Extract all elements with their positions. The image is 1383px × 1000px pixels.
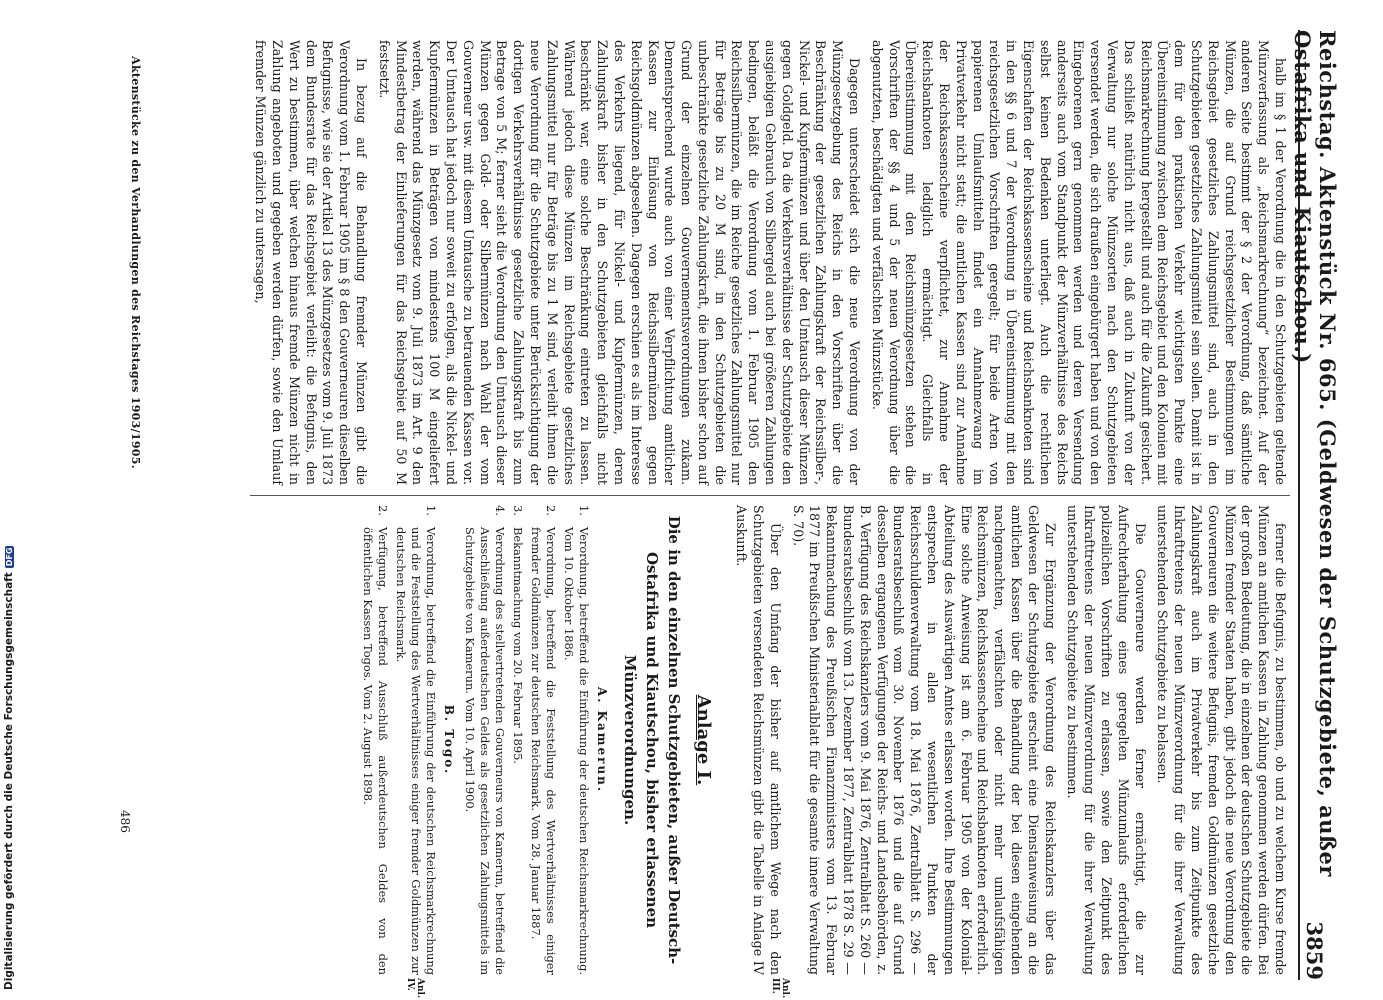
page-header xyxy=(1290,30,1340,980)
list-item xyxy=(394,505,439,975)
paragraph: Die Gouverneure werden ferner ermächtigt, die zur Aufrechterhaltung eines geregelten Münzumlaufs erforderlichen polizeilichen Vorschriften zu erlassen, sowie den Zeitpunkt des Inkrafttretens der neuen Münzverordnung für die ihrer Verwaltung unterstehenden Schutzgebiete zu bestimmen. xyxy=(1065,505,1148,975)
list-item xyxy=(361,505,391,975)
item-text: Verfügung, betreffend Ausschluß außerdeutschen Geldes von den öffentlichen Kassen Togos. Vom 2. August 1898. xyxy=(361,527,391,975)
paragraph: ferner die Befugnis, zu bestimmen, ob und zu welchem Kurse fremde Münzen an amtlichen Kassen in Zahlung genommen werden dürfen. Bei der großen Bedeutung, die in einzelnen der deutschen Schutzgebiete die Münzen fremder Staaten haben, gibt jedoch die neue Verordnung den Gouverneuren die weitere Befugnis, fremden Goldmünzen gesetzliche Zahlungskraft auch im Privatverkehr bis zum Zeitpunkte des Inkrafttretens der neuen Münzverordnung für die ihrer Verwaltung unterstehenden Schutzgebiete zu belassen. xyxy=(1155,505,1288,975)
dfg-logo: DFG xyxy=(4,547,14,567)
paragraph: halb im § 1 der Verordnung die in den Schutzgebieten geltende Münzverfassung als „Reichsmarkrechnung“ bezeichnet. Auf der anderen Seite bestimmt der § 2 der Verordnung, daß sämtliche Münzen, die auf Grund reichsgesetzlicher Bestimmungen im Reichsgebiet gesetzliches Zahlungsmittel sind, auch in den Schutzgebieten gesetzliches Zahlungsmittel sein sollen. Damit ist in dem für den praktischen Verkehr wichtigsten Punkte eine Übereinstimmung zwischen dem Reichsgebiet und den Kolonien mit Reichsmarkrechnung hergestellt und auch für die Zukunft gesichert. Das schließt natürlich nicht aus, daß auch in Zukunft von der Verwaltung nur solche Münzsorten nach den Schutzgebieten versendet werden, die sich draußen eingebürgert haben und von den Eingeborenen gern genommen werden und deren Versendung anderseits auch vom Standpunkt der Münzverhältnisse des Reichs selbst keinen Bedenken unterliegt. Auch die rechtlichen Eigenschaften der Reichskassenscheine und Reichsbanknoten sind in den §§ 6 und 7 der Verordnung in Übereinstimmung mit den reichsgesetzlichen Vorschriften geregelt; für beide Arten von papierenen Umlaufsmitteln findet ein Annahmezwang im Privatverkehr nicht statt; die amtlichen Kassen sind zur Annahme der Reichskassenscheine verpflichtet, zur Annahme der Reichsbanknoten lediglich ermächtigt. Gleichfalls in Übereinstimmung mit den Reichsmünzgesetzen stehen die Vorschriften der §§ 4 und 5 der neuen Verordnung über die abgenutzten, beschädigten und verfälschten Münzstücke. xyxy=(869,40,1288,485)
item-number: 4. xyxy=(493,505,508,516)
item-text: Verordnung, betreffend die Feststellung des Wertverhältnisses einiger fremder Goldmünzen zur deutschen Reichsmark. Vom 28. Januar 1887. xyxy=(529,527,559,975)
margin-note: Anl. IV. xyxy=(405,978,425,999)
column-divider xyxy=(250,495,1290,496)
left-column xyxy=(253,40,1288,485)
list-item xyxy=(529,505,559,975)
paragraph: Dagegen unterscheidet sich die neue Verordnung von der Münzgesetzgebung des Reichs in den Vorschriften über die Beschränkung der gesetzlichen Zahlungskraft der Reichssilber-, Nickel- und Kupfermünzen und über den Umtausch dieser Münzen gegen Goldgeld. Da die Verkehrsverhältnisse der Schutzgebiete den ausgiebigen Gebrauch von Silbergeld auch bei größeren Zahlungen bedingen, beläßt die Verordnung vom 1. Februar 1905 den Reichssilbermünzen, die im Reiche gesetzliches Zahlungsmittel nur für Beträge bis zu 20 M sind, in den Schutzgebieten die unbeschränkte gesetzliche Zahlungskraft, die ihnen bisher schon auf Grund der einzelnen Gouvernementsverordnungen zukam. Dementsprechend wurde auch von einer Verpflichtung amtlicher Kassen zur Einlösung von Reichssilbermünzen gegen Reichsgoldmünzen abgesehen. Dagegen erschien es als im Interesse des Verkehrs liegend, für Nickel- und Kupfermünzen, deren Zahlungskraft bisher in den Schutzgebieten gleichfalls nicht beschränkt war, eine solche Beschränkung eintreten zu lassen. Während jedoch diese Münzen im Reichsgebiete gesetzliches Zahlungsmittel nur für Beträge bis zu 1 M sind, verleiht ihnen die neue Verordnung für die Schutzgebiete unter Berücksichtigung der dortigen Verkehrsverhältnisse gesetzliche Zahlungskraft bis zum Betrage von 5 M; ferner sieht die Verordnung den Umtausch dieser Münzen gegen Gold- oder Silbermünzen nach Wahl der vom Gouverneur usw. mit diesem Umtausche zu betrauenden Kassen vor. Der Umtausch hat jedoch nur soweit zu erfolgen, als die Nickel- und Kupfermünzen in Beträgen von mindestens 100 M eingeliefert werden, während das Münzgesetz vom 9. Juli 1873 im Art. 9 den Mindestbetrag der Einlieferungen für das Reichsgebiet auf 50 M festsetzt. xyxy=(376,40,863,485)
paragraph: In bezug auf die Behandlung fremder Münzen gibt die Verordnung vom 1. Februar 1905 im § 8 den Gouverneuren dieselben Befugnisse, wie sie der Artikel 13 des Münzgesetzes vom 9. Juli 1873 dem Bundesrate für das Reichsgebiet verleiht: die Befugnis, den Wert zu bestimmen, über welchen hinaus fremde Münzen nicht in Zahlung angeboten und gegeben werden dürfen, sowie den Umlauf fremder Münzen gänzlich zu untersagen, xyxy=(253,40,369,485)
list-item xyxy=(511,505,526,975)
item-number: 2. xyxy=(376,505,391,516)
bottom-page-number: 486 xyxy=(118,810,132,833)
item-text: Verordnung, betreffend die Einführung der deutschen Reichsmarkrechnung. Vom 10. Oktober 1886. xyxy=(562,527,592,975)
list-item xyxy=(562,505,592,975)
item-number: 3. xyxy=(511,505,526,516)
paragraph: Zur Ergänzung der Verordnung des Reichskanzlers über das Geldwesen der Schutzgebiete erscheint eine Dienstanweisung an die amtlichen Kassen über die Behandlung der bei diesen eingehenden nachgemachten, verfälschten oder nicht mehr umlaufsfähigen Reichsmünzen, Reichskassenscheine und Reichsbanknoten erforderlich. Eine solche Anweisung ist am 6. Februar 1905 von der Kolonial-Abteilung des Auswärtigen Amtes erlassen worden. Ihre Bestimmungen entsprechen in allen wesentlichen Punkten der Reichsschuldenverwaltung vom 18. Mai 1876, Zentralblatt S. 296 — Bundesratsbeschluß vom 30. November 1876 und die auf Grund desselben ergangenen Verfügungen der Reichs- und Landesbehörden, z. B. Verfügung des Reichskanzlers vom 9. Mai 1876, Zentralblatt S. 260 — Bundesratsbeschluß vom 13. Dezember 1877, Zentralblatt 1878 S. 29 — Bekanntmachung des Preußischen Finanzministers vom 13. Februar 1877 im Preußischen Ministerialblatt für die gesamte innere Verwaltung S. 70). xyxy=(790,505,1058,975)
list-item xyxy=(463,505,508,975)
item-number: 1. xyxy=(577,505,592,516)
item-number: 1. xyxy=(424,505,439,516)
anlage-title: Anlage I. xyxy=(693,694,715,786)
header-title: Reichstag. Aktenstück Nr. 665. (Geldwesen der Schutzgebiete, außer Ostafrika und Kiautschou.) xyxy=(1290,30,1340,877)
footer-note: Aktenstücke zu den Verhandlungen des Reichstages 1903/1905. xyxy=(129,56,142,469)
item-number: 2. xyxy=(544,505,559,516)
section-heading-kamerun: A. Kamerun. xyxy=(595,686,610,794)
item-text: Bekanntmachung vom 20. Februar 1895. xyxy=(511,527,526,764)
item-text: Verordnung des stellvertretenden Gouverneurs von Kamerun, betreffend die Ausschließung außerdeutschen Geldes als gesetzlichen Zahlungsmittels im Schutzgebiete von Kamerun. Vom 10. April 1900. xyxy=(463,527,508,975)
header-page-number: 3859 xyxy=(1302,921,1328,980)
acknowledgement-text: Digitalisierung gefördert durch die Deutsche Forschungsgemeinschaft xyxy=(3,572,15,990)
digitization-acknowledgement xyxy=(2,547,16,990)
right-column xyxy=(228,505,1288,975)
section-heading-togo: B. Togo. xyxy=(442,704,457,776)
scanned-page xyxy=(90,30,1340,999)
paragraph: Über den Umfang der bisher auf amtlichem Wege nach den Schutzgebieten versendeten Reichsmünzen gibt die Tabelle in Anlage IV Auskunft. xyxy=(734,505,783,975)
anlage-heading: Die in den einzelnen Schutzgebieten, außer Deutsch-Ostafrika und Kiautschou, bisher erlassenen Münzverordnungen. xyxy=(621,515,684,965)
margin-note: Anl. III. xyxy=(770,978,790,999)
item-text: Verordnung, betreffend die Einführung der deutschen Reichsmarkrechnung und die Feststellung des Wertverhältnisses einiger fremder Goldmünzen zur deutschen Reichsmark. xyxy=(394,527,439,975)
